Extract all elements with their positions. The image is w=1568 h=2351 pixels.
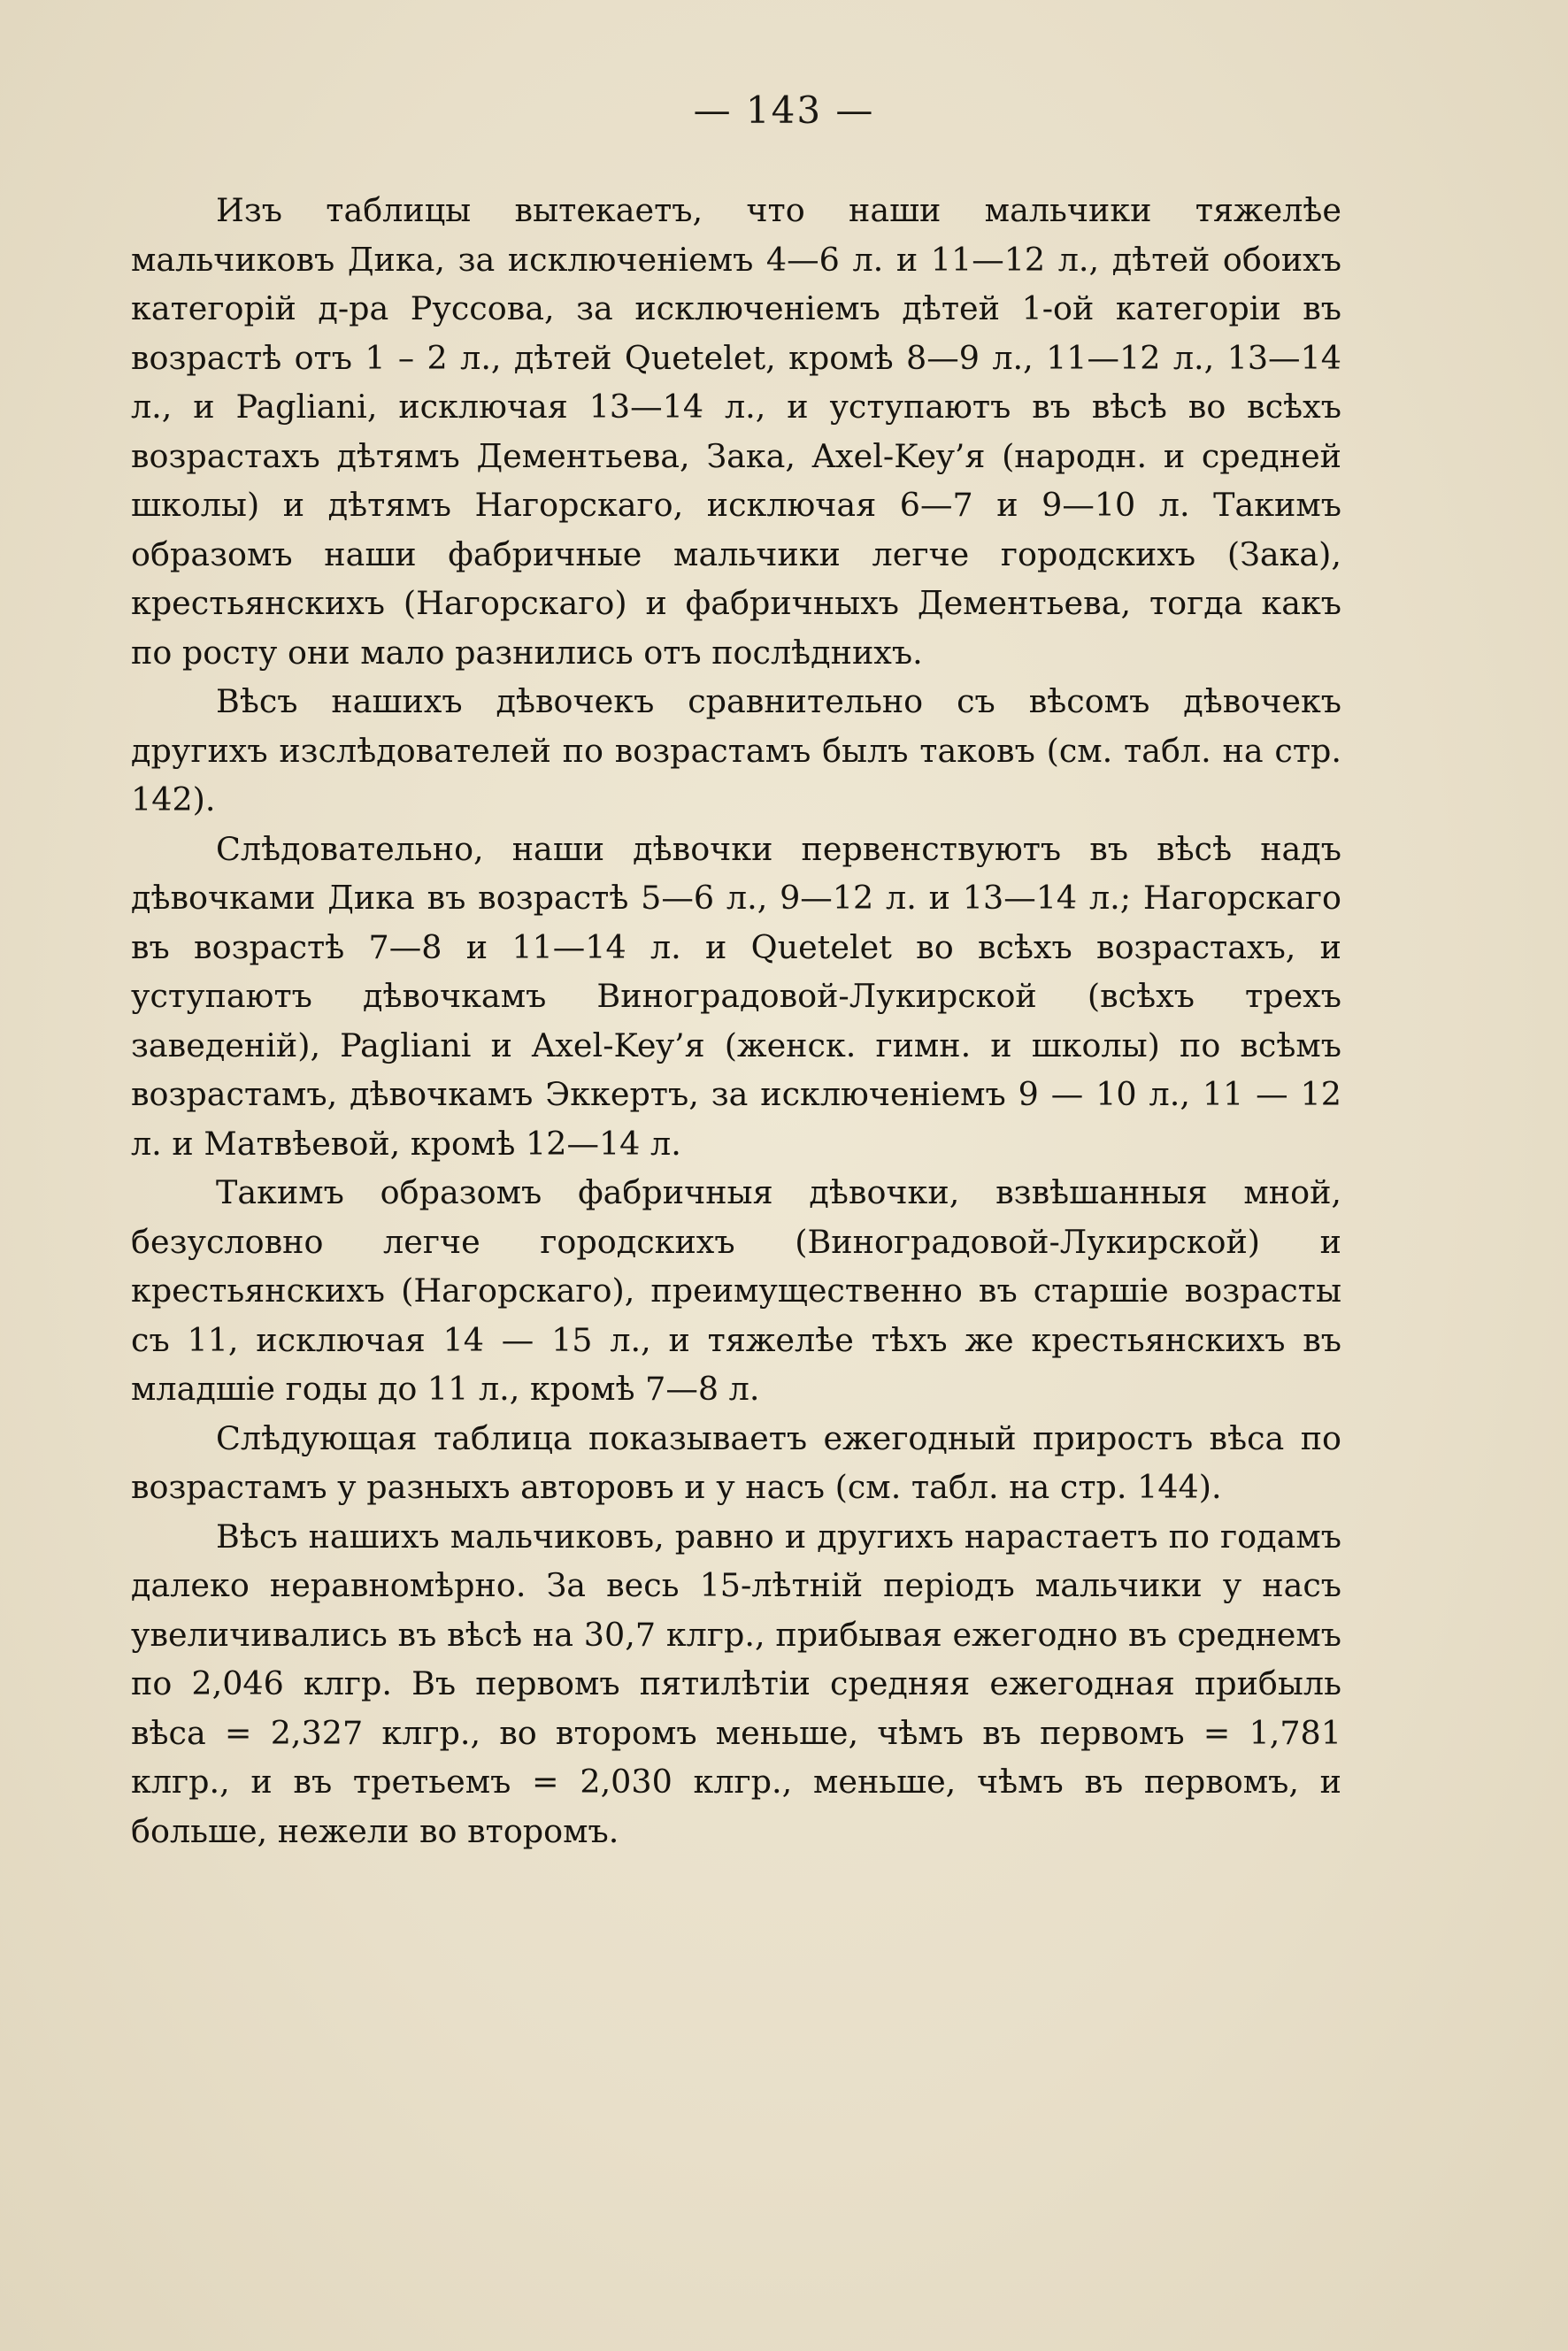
page-number: — 143 — — [693, 88, 875, 132]
body-text — [131, 186, 1341, 1855]
paragraph-1: Изъ таблицы вытекаетъ, что наши мальчики тяжелѣе мальчиковъ Дика, за исключеніемъ 4—6 л. и 11—12 л., дѣтей обоихъ категорій д-ра Руссова, за исключеніемъ дѣтей 1-ой категоріи въ возрастѣ отъ 1 – 2 л., дѣтей Quetelet, кромѣ 8—9 л., 11—12 л., 13—14 л., и Pagliani, исключая 13—14 л., и уступаютъ въ вѣсѣ во всѣхъ возрастахъ дѣтямъ Дементьева, Зака, Axel-Key’я (народн. и средней школы) и дѣтямъ Нагорскаго, исключая 6—7 и 9—10 л. Такимъ образомъ наши фабричные мальчики легче городскихъ (Зака), крестьянскихъ (Нагорскаго) и фабричныхъ Дементьева, тогда какъ по росту они мало разнились отъ послѣднихъ. — [131, 191, 1341, 672]
paragraph-2: Вѣсъ нашихъ дѣвочекъ сравнительно съ вѣсомъ дѣвочекъ другихъ изслѣдователей по возрастамъ былъ таковъ (см. табл. на стр. 142). — [131, 682, 1341, 818]
paragraph-6: Вѣсъ нашихъ мальчиковъ, равно и другихъ нарастаетъ по годамъ далеко неравномѣрно. За весь 15-лѣтній періодъ мальчики у насъ увеличивались въ вѣсѣ на 30,7 клгр., прибывая ежегодно въ среднемъ по 2,046 клгр. Въ первомъ пятилѣтіи средняя ежегодная прибыль вѣса = 2,327 клгр., во второмъ меньше, чѣмъ въ первомъ = 1,781 клгр., и въ третьемъ = 2,030 клгр., меньше, чѣмъ въ первомъ, и больше, нежели во второмъ. — [131, 1517, 1341, 1850]
paragraph-3: Слѣдовательно, наши дѣвочки первенствуютъ въ вѣсѣ надъ дѣвочками Дика въ возрастѣ 5—6 л., 9—12 л. и 13—14 л.; Нагорскаго въ возрастѣ 7—8 и 11—14 л. и Quetelet во всѣхъ возрастахъ, и уступаютъ дѣвочкамъ Виноградовой-Лукирской (всѣхъ трехъ заведеній), Pagliani и Axel-Key’я (женск. гимн. и школы) по всѣмъ возрастамъ, дѣвочкамъ Эккертъ, за исключеніемъ 9 — 10 л., 11 — 12 л. и Матвѣевой, кромѣ 12—14 л. — [131, 829, 1341, 1163]
paragraph-5: Слѣдующая таблица показываетъ ежегодный приростъ вѣса по возрастамъ у разныхъ авторовъ и у насъ (см. табл. на стр. 144). — [131, 1418, 1341, 1506]
paragraph-4: Такимъ образомъ фабричныя дѣвочки, взвѣшанныя мной, безусловно легче городскихъ (Виноградовой-Лукирской) и крестьянскихъ (Нагорскаго), преимущественно въ старшіе возрасты съ 11, исключая 14 — 15 л., и тяжелѣе тѣхъ же крестьянскихъ въ младшіе годы до 11 л., кромѣ 7—8 л. — [131, 1173, 1341, 1408]
